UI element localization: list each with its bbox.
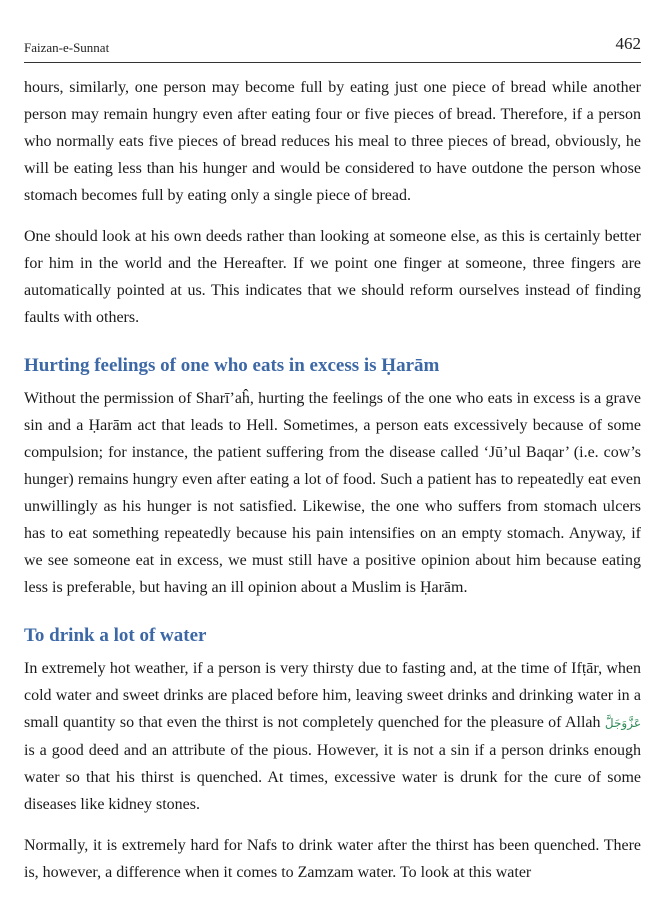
page-content <box>24 74 641 900</box>
header-divider <box>24 62 641 63</box>
arabic-honorific: عَزَّوَجَلَّ <box>604 716 641 730</box>
paragraph-zamzam: Normally, it is extremely hard for Nafs to drink water after the thirst has been quenched. There is, however, a difference when it comes to Zamzam water. To look at this water <box>24 837 641 881</box>
paragraph-harām: Without the permission of Sharī’aĥ, hurting the feelings of the one who eats in excess is a grave sin and a Ḥarām act that leads to Hell. Sometimes, a person eats excessively because of some compulsion; for instance, the patient suffering from the disease called ‘Jū’ul Baqar’ (i.e. cow’s hunger) remains hungry even after eating a lot of food. Such a patient has to repeatedly eat even unwillingly as his hunger is not satisfied. Likewise, the one who suffers from stomach ulcers has to eat something repeatedly because his pain intensifies on an empty stomach. Anyway, if we see someone eat in excess, we must still have a positive opinion about him because eating less is preferable, but having an ill opinion about a Muslim is Ḥarām. <box>24 390 641 596</box>
section-heading-hurting-feelings: Hurting feelings of one who eats in excess is Ḥarām <box>24 355 440 376</box>
paragraph-own-deeds: One should look at his own deeds rather than looking at someone else, as this is certainly better for him in the world and the Hereafter. If we point one finger at someone, three fingers are automatically pointed at us. This indicates that we should reform ourselves instead of finding faults with others. <box>24 228 641 326</box>
book-title: Faizan-e-Sunnat <box>24 40 110 55</box>
page-header <box>24 30 641 60</box>
paragraph-bread: hours, similarly, one person may become full by eating just one piece of bread while another person may remain hungry even after eating four or five pieces of bread. Therefore, if a person who normally eats five pieces of bread reduces his meal to three pieces of bread, obviously, he will be eating less than his hunger and would be considered to have outdone the person whose stomach becomes full by eating only a single piece of bread. <box>24 79 641 204</box>
paragraph-hot-weather-text-1: In extremely hot weather, if a person is very thirsty due to fasting and, at the time of Ifṭār, when cold water and sweet drinks are placed before him, leaving sweet drinks and drinking water in a small quantity so that even the thirst is not completely quenched for the pleasure of Allah <box>24 660 641 731</box>
paragraph-hot-weather-text-2: is a good deed and an attribute of the pious. However, it is not a sin if a person drinks enough water so that his thirst is quenched. At times, excessive water is drunk for the cure of some diseases like kidney stones. <box>24 742 641 813</box>
paragraph-hot-weather <box>24 655 641 818</box>
section-heading-drink-water: To drink a lot of water <box>24 625 207 646</box>
page-number: 462 <box>615 34 641 53</box>
